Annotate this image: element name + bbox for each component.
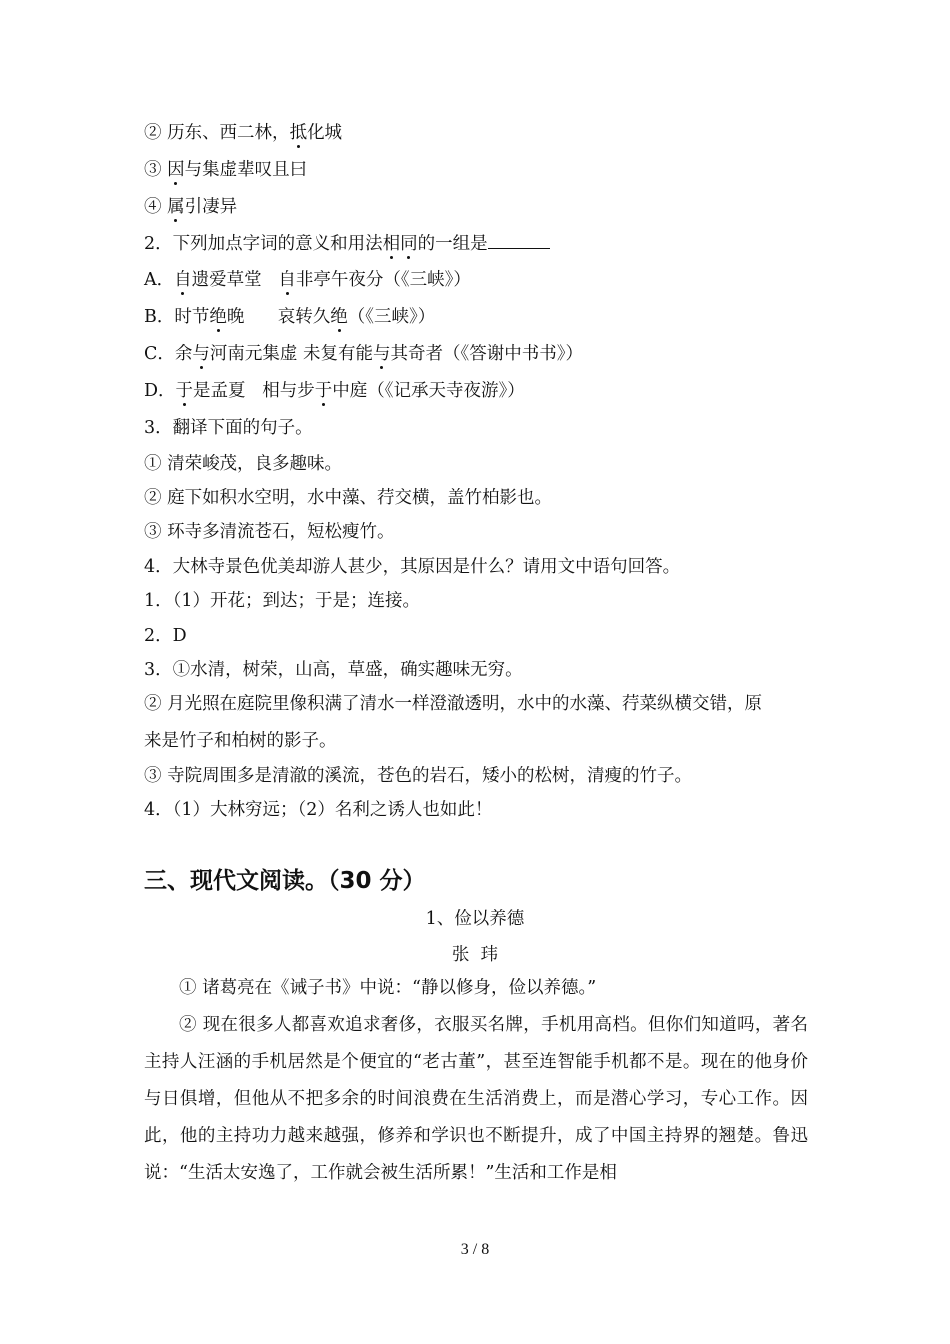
emphasis-char: 自 <box>174 270 192 290</box>
q2-option-b: B．时节绝晚 哀转久绝（《三峡》） <box>144 307 436 327</box>
section-heading: 三、现代文阅读。（30 分） <box>144 868 426 894</box>
q1-item-4: ④ 属引凄异 <box>144 197 238 217</box>
answer-3-2-line2: 来是竹子和柏树的影子。 <box>144 731 337 751</box>
emphasis-char: 与 <box>192 344 210 364</box>
answer-blank <box>488 233 550 249</box>
answer-2: 2．D <box>144 626 187 646</box>
answer-3-2-line1: ② 月光照在庭院里像积满了清水一样澄澈透明，水中的水藻、荇菜纵横交错，原 <box>144 694 763 714</box>
emphasis-char: 属 <box>167 197 185 217</box>
emphasis-char: 绝 <box>330 307 348 327</box>
q1-item-2: ② 历东、西二林，抵化城 <box>144 123 343 143</box>
q2-option-c: C．余与河南元集虚 未复有能与其奇者（《答谢中书书》） <box>144 344 583 364</box>
emphasis-char: 因 <box>167 160 185 180</box>
emphasis-char: 相 <box>382 234 401 254</box>
answer-3: 3．①水清，树荣，山高，草盛，确实趣味无穷。 <box>144 660 523 680</box>
page-number: 3 / 8 <box>460 1241 490 1258</box>
q1-item-3: ③ 因与集虚辈叹且曰 <box>144 160 308 180</box>
emphasis-char: 自 <box>278 270 296 290</box>
q3-sentence-3: ③ 环寺多清流苍石，短松瘦竹。 <box>144 522 395 542</box>
article-paragraph-1: ① 诸葛亮在《诫子书》中说：“静以修身，俭以养德。” <box>179 978 597 998</box>
q2-option-a: A．自遗爱草堂 自非亭午夜分（《三峡》） <box>144 270 471 290</box>
q2-stem: 2．下列加点字词的意义和用法相同的一组是 <box>144 232 550 256</box>
emphasis-char: 抵 <box>289 123 308 143</box>
emphasis-char: 与 <box>372 344 391 364</box>
answer-4: 4．（1）大林穷远；（2）名利之诱人也如此！ <box>144 800 493 820</box>
article-title: 1、俭以养德 <box>425 909 525 929</box>
emphasis-char: 绝 <box>209 307 227 327</box>
emphasis-char: 于 <box>314 381 333 401</box>
q3-stem: 3．翻译下面的句子。 <box>144 418 313 438</box>
q3-sentence-2: ② 庭下如积水空明，水中藻、荇交横，盖竹柏影也。 <box>144 488 553 508</box>
emphasis-char: 同 <box>400 234 418 254</box>
article-paragraph-2: ② 现在很多人都喜欢追求奢侈，衣服买名牌，手机用高档。但你们知道吗，著名主持人汪涵的手机居然是个便宜的“老古董”，甚至连智能手机都不是。现在的他身价与日俱增，但他从不把多余的时间浪费在生活消费上，而是潜心学习，专心工作。因此，他的主持功力越来越强，修养和学识也不断提升，成了中国主持界的翘楚。鲁迅说：“生活太安逸了，工作就会被生活所累！”生活和工作是相 <box>144 1015 808 1183</box>
answer-3-3: ③ 寺院周围多是清澈的溪流，苍色的岩石，矮小的松树，清瘦的竹子。 <box>144 766 693 786</box>
answer-1: 1．（1）开花；到达；于是；连接。 <box>144 591 421 611</box>
q3-sentence-1: ① 清荣峻茂，良多趣味。 <box>144 454 343 474</box>
q2-option-d: D．于是孟夏 相与步于中庭（《记承天寺夜游》） <box>144 381 525 401</box>
q4-stem: 4．大林寺景色优美却游人甚少，其原因是什么？请用文中语句回答。 <box>144 557 681 577</box>
emphasis-char: 于 <box>175 381 194 401</box>
article-author: 张 玮 <box>451 945 499 965</box>
